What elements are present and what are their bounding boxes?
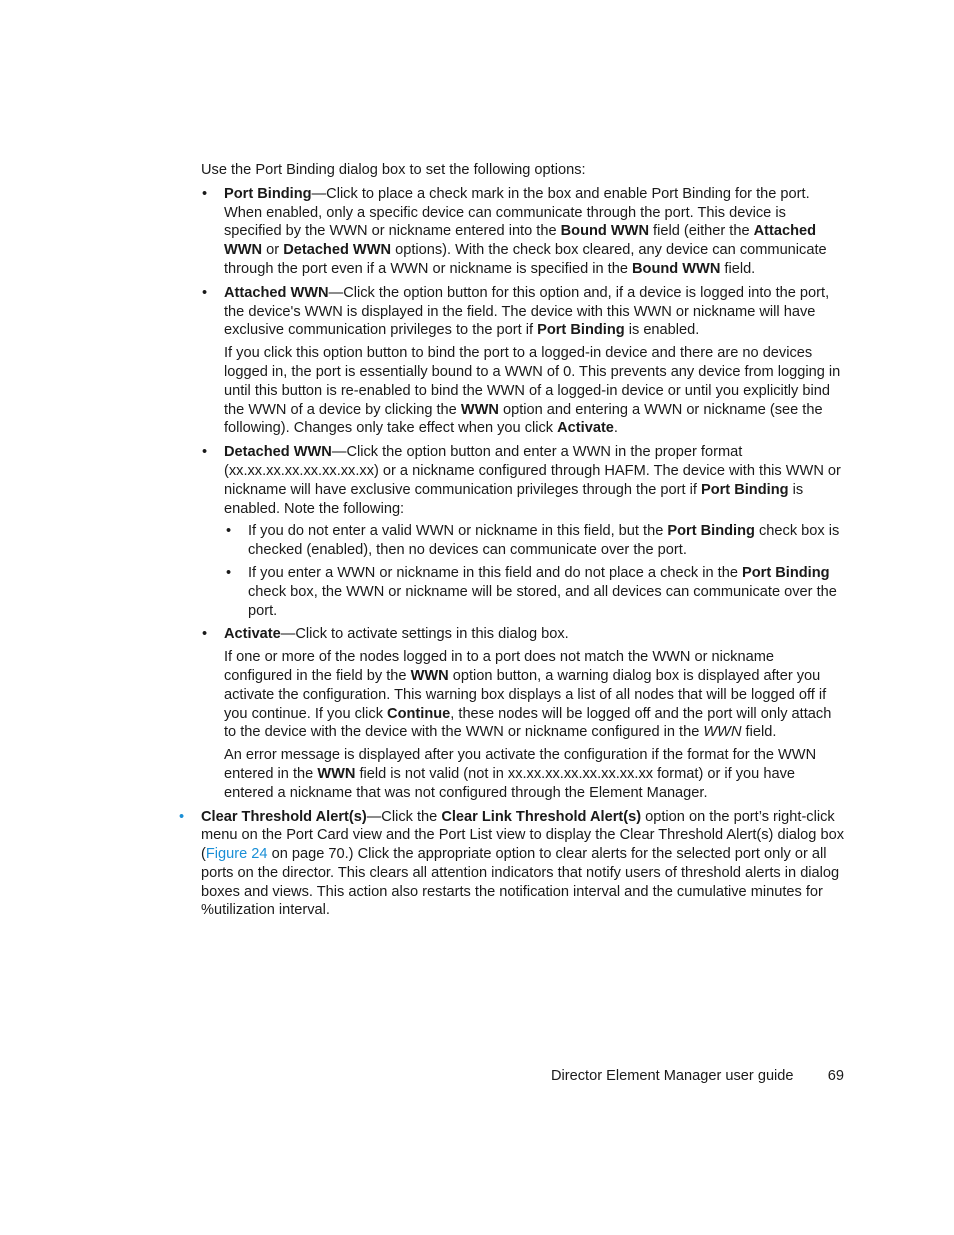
bold-term: Bound WWN bbox=[560, 223, 649, 240]
text-run: . bbox=[613, 420, 618, 437]
text-run: An error message is displayed after you activate the configuration if the format for the WWN entered in the bbox=[224, 747, 817, 782]
text-run: field (either the bbox=[648, 223, 754, 240]
bold-term: Activate bbox=[557, 420, 614, 437]
italic-term: WWN bbox=[703, 724, 742, 741]
sub-list-item bbox=[248, 564, 846, 620]
text-run: option on the port’s right-click menu on the Port Card view and the Port List view to display the Clear Threshold Alert(s) dialog box ( bbox=[201, 808, 844, 863]
text-run: option and entering a WWN or nickname (see the following). Changes only take effect when you click bbox=[224, 401, 823, 437]
text-run: If you click this option button to bind the port to a logged-in device and there are no devices logged in, the port is essentially bound to a WWN of 0. This prevents any device from logging in until this button is re-enabled to bind the WWN of a logged-in device or until you explicitly bind the WWN of a device by clicking the bbox=[224, 345, 841, 418]
option-description bbox=[224, 443, 846, 518]
text-run: options). With the check box cleared, any device can communicate through the port even if a WWN or nickname is specified in the bbox=[224, 242, 827, 277]
text-run: check box is checked (enabled), then no devices can communicate over the port. bbox=[248, 523, 840, 559]
page-footer bbox=[551, 1066, 844, 1086]
text-run: —Click the option button and enter a WWN in the proper format (xx.xx.xx.xx.xx.xx.xx.xx) or a nickname configured through HAFM. The device with this WWN or nickname will have exclusive communication privileges through the port if bbox=[224, 444, 841, 498]
bold-term: Continue bbox=[387, 705, 451, 722]
options-list bbox=[201, 185, 846, 803]
bold-term: Port Binding bbox=[700, 481, 789, 498]
option-note-paragraph bbox=[224, 746, 846, 802]
text-run: on page 70.) Click the appropriate option to clear alerts for the selected port only or all ports on the director. This clears all attention indicators that notify users of threshold alerts in dialog boxes and views. This action also restarts the notification interval and the cumulative minutes for %utilization interval. bbox=[201, 846, 840, 919]
clear-threshold-item bbox=[201, 808, 846, 921]
sub-list bbox=[224, 522, 846, 620]
option-title: Activate bbox=[224, 626, 281, 643]
bold-term: Clear Link Threshold Alert(s) bbox=[441, 808, 642, 825]
text-run: , these nodes will be logged off and the port will only attach to the device with the device with the WWN or nickname configured in the bbox=[224, 705, 832, 741]
text-run: If you enter a WWN or nickname in this field and do not place a check in the bbox=[248, 564, 743, 581]
option-title: Port Binding bbox=[224, 185, 312, 202]
bold-term: Attached WWN bbox=[224, 223, 817, 259]
bold-term: WWN bbox=[317, 765, 356, 782]
bold-term: Port Binding bbox=[537, 322, 625, 339]
option-description bbox=[224, 625, 846, 644]
text-run: —Click the bbox=[366, 808, 442, 825]
footer-title: Director Element Manager user guide bbox=[551, 1068, 794, 1084]
bold-term: WWN bbox=[410, 667, 449, 684]
document-body bbox=[201, 161, 846, 920]
intro-paragraph: Use the Port Binding dialog box to set the following options: bbox=[201, 162, 586, 178]
page-number: 69 bbox=[827, 1068, 844, 1084]
text-run: field is not valid (not in xx.xx.xx.xx.xx.xx.xx.xx format) or if you have entered a nickname that was not configured through the Element Manager. bbox=[224, 765, 795, 801]
text-run: field. bbox=[720, 260, 756, 277]
text-run: —Click to activate settings in this dialog box. bbox=[280, 626, 569, 643]
text-run: —Click the option button for this option and, if a device is logged into the port, the device's WWN is displayed in the field. The device with this WWN or nickname will have exclusive communication privileges to the port if bbox=[224, 284, 830, 339]
option-item bbox=[224, 284, 846, 438]
text-run: field. bbox=[741, 724, 777, 741]
option-item bbox=[224, 443, 846, 620]
text-run: check box, the WWN or nickname will be stored, and all devices can communicate over the port. bbox=[248, 583, 837, 619]
option-description bbox=[224, 185, 846, 279]
option-note-paragraph bbox=[224, 344, 846, 438]
text-run: is enabled. Note the following: bbox=[224, 481, 804, 517]
option-title: Detached WWN bbox=[224, 444, 332, 461]
sub-list-item bbox=[248, 522, 846, 560]
bold-term: Port Binding bbox=[667, 523, 755, 540]
option-item bbox=[224, 185, 846, 279]
option-description bbox=[224, 284, 846, 340]
text-run: If you do not enter a valid WWN or nickname in this field, but the bbox=[248, 523, 668, 540]
bold-term: Port Binding bbox=[742, 564, 830, 581]
option-title: Attached WWN bbox=[224, 284, 329, 301]
bold-term: WWN bbox=[460, 401, 499, 418]
top-level-list bbox=[201, 808, 846, 921]
bold-term: Clear Threshold Alert(s) bbox=[201, 808, 367, 825]
text-run: —Click to place a check mark in the box and enable Port Binding for the port. When enabled, only a specific device can communicate through the port. This device is specified by the WWN or nickname entered into the bbox=[224, 185, 810, 240]
text-run: is enabled. bbox=[624, 322, 700, 339]
text-run: or bbox=[262, 242, 284, 259]
bold-term: Bound WWN bbox=[632, 260, 721, 277]
option-item bbox=[224, 625, 846, 802]
bold-term: Detached WWN bbox=[283, 242, 392, 259]
text-run: option button, a warning dialog box is displayed after you activate the configuration. This warning box displays a list of all nodes that will be logged off if you continue. If you click bbox=[224, 667, 827, 722]
option-note-paragraph bbox=[224, 648, 846, 742]
figure-link[interactable]: Figure 24 bbox=[205, 846, 268, 863]
text-run: If one or more of the nodes logged in to a port does not match the WWN or nickname configured in the field by the bbox=[224, 649, 774, 684]
